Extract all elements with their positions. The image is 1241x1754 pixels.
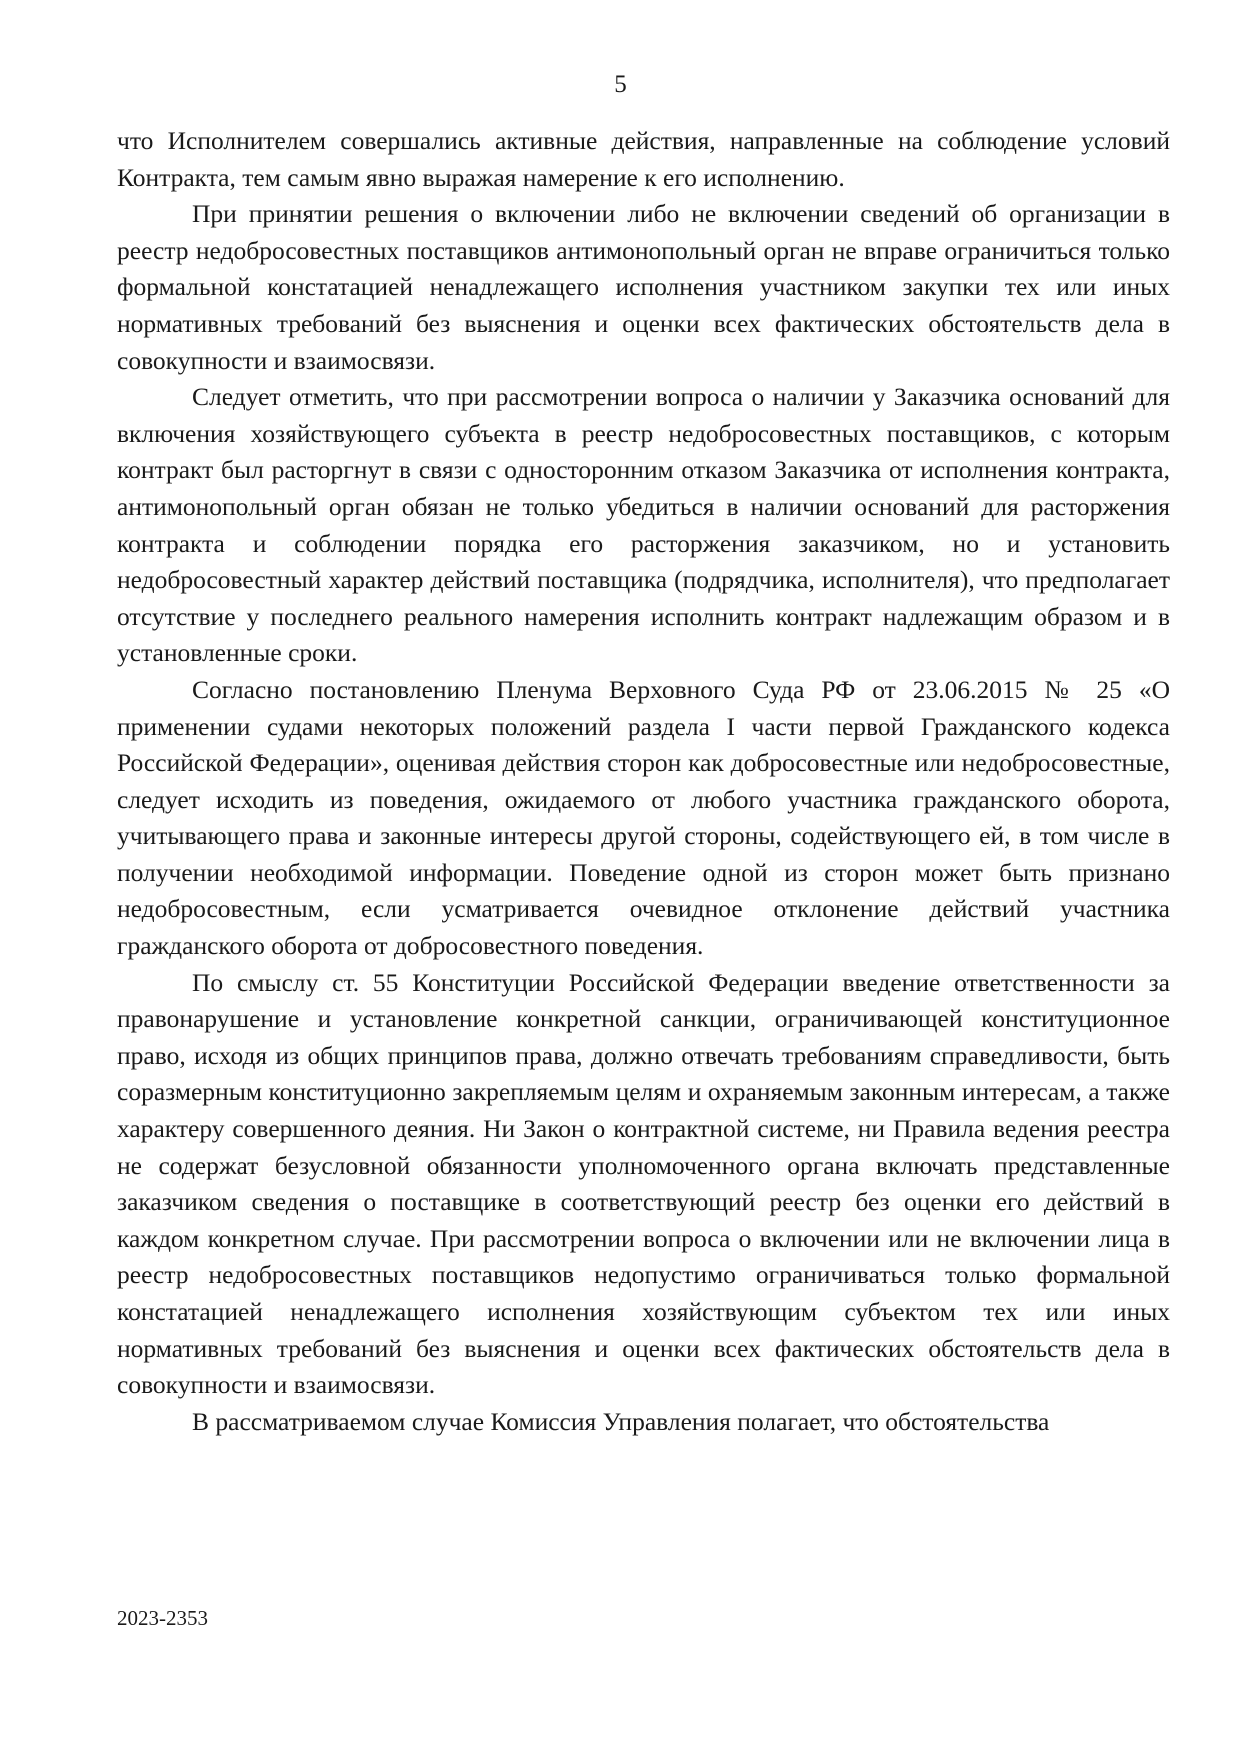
paragraph-continuation: что Исполнителем совершались активные действия, направленные на соблюдение условий Контракта, тем самым явно выражая намерение к его исполнению. <box>117 126 1170 192</box>
page-number: 5 <box>614 71 627 98</box>
paragraph-customer-grounds: Следует отметить, что при рассмотрении вопроса о наличии у Заказчика оснований для включения хозяйствующего субъекта в реестр недобросовестных поставщиков, с которым контракт был расторгнут в связи с односторонним отказом Заказчика от исполнения контракта, антимонопольный орган обязан не только убедиться в наличии оснований для расторжения контракта и соблюдении порядка его расторжения заказчиком, но и установить недобросовестный характер действий поставщика (подрядчика, исполнителя), что предполагает отсутствие у последнего реального намерения исполнить контракт надлежащим образом и в установленные сроки. <box>117 382 1170 668</box>
paragraph-constitution-article: По смыслу ст. 55 Конституции Российской Федерации введение ответственности за правонарушение и установление конкретной санкции, ограничивающей конституционное право, исходя из общих принципов права, должно отвечать требованиям справедливости, быть соразмерным конституционно закрепляемым целям и охраняемым законным интересам, а также характеру совершенного деяния. Ни Закон о контрактной системе, ни Правила ведения реестра не содержат безусловной обязанности уполномоченного органа включать представленные заказчиком сведения о поставщике в соответствующий реестр без оценки его действий в каждом конкретном случае. При рассмотрении вопроса о включении или не включении лица в реестр недобросовестных поставщиков недопустимо ограничиваться только формальной констатацией ненадлежащего исполнения хозяйствующим субъектом тех или иных нормативных требований без выяснения и оценки всех фактических обстоятельств дела в совокупности и взаимосвязи. <box>117 967 1170 1400</box>
document-body <box>117 123 1170 1440</box>
paragraph-registry-decision: При принятии решения о включении либо не включении сведений об организации в реестр недобросовестных поставщиков антимонопольный орган не вправе ограничиться только формальной констатацией ненадлежащего исполнения участником закупки тех или иных нормативных требований без выяснения и оценки всех фактических обстоятельств дела в совокупности и взаимосвязи. <box>117 199 1170 375</box>
paragraph-plenum-resolution: Согласно постановлению Пленума Верховного Суда РФ от 23.06.2015 № 25 «О применении судами некоторых положений раздела I части первой Гражданского кодекса Российской Федерации», оценивая действия сторон как добросовестные или недобросовестные, следует исходить из поведения, ожидаемого от любого участника гражданского оборота, учитывающего права и законные интересы другой стороны, содействующего ей, в том числе в получении необходимой информации. Поведение одной из сторон может быть признано недобросовестным, если усматривается очевидное отклонение действий участника гражданского оборота от добросовестного поведения. <box>117 674 1170 961</box>
document-code: 2023-2353 <box>117 1606 208 1630</box>
paragraph-commission-conclusion: В рассматриваемом случае Комиссия Управления полагает, что обстоятельства <box>192 1406 1050 1436</box>
